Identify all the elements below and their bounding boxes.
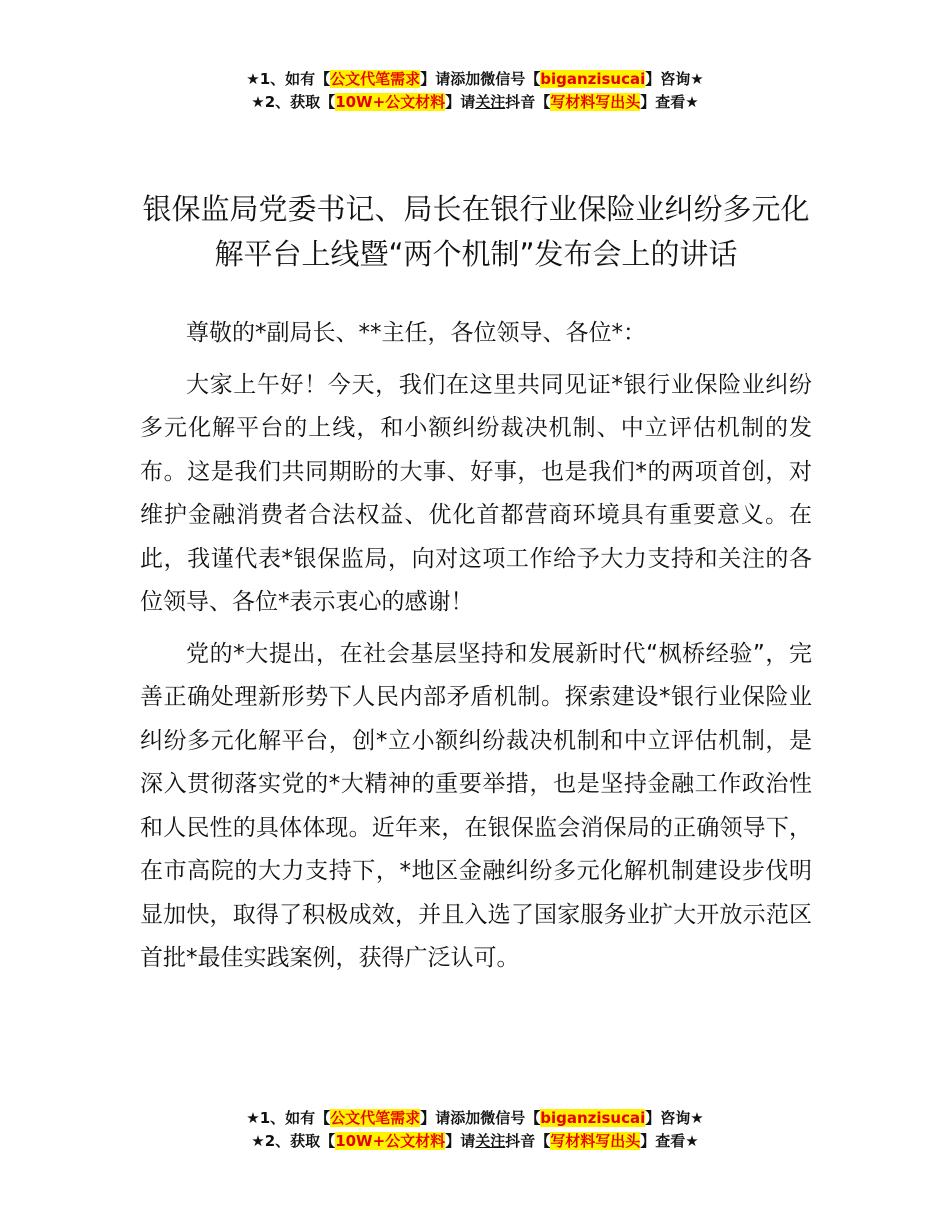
header-ad-line-1 bbox=[0, 68, 950, 91]
footer-ad-text: 抖音【 bbox=[505, 1132, 551, 1150]
header-ad-text: ★1、如有【 bbox=[246, 70, 331, 88]
highlight-materials: 10W+公文材料 bbox=[335, 93, 446, 111]
highlight-douyin-account: 写材料写出头 bbox=[550, 93, 641, 111]
header-ad-text: 】请添加微信号【 bbox=[420, 70, 541, 88]
highlight-materials: 10W+公文材料 bbox=[335, 1132, 446, 1150]
footer-ad-line-1 bbox=[0, 1107, 950, 1130]
document-title: 银保监局党委书记、局长在银行业保险业纠纷多元化解平台上线暨“两个机制”发布会上的讲话 bbox=[142, 192, 810, 272]
header-ad-text: ★2、获取【 bbox=[251, 93, 336, 111]
header-ad-text: 】咨询★ bbox=[645, 70, 704, 88]
footer-ad-text: 】请添加微信号【 bbox=[420, 1109, 541, 1127]
underlined-follow: 关注 bbox=[475, 1132, 506, 1150]
highlight-douyin-account: 写材料写出头 bbox=[550, 1132, 641, 1150]
footer-ad bbox=[0, 1107, 950, 1153]
highlight-wechat-id: biganzisucai bbox=[540, 70, 646, 88]
header-ad-text: 抖音【 bbox=[505, 93, 551, 111]
footer-ad-text: ★1、如有【 bbox=[246, 1109, 331, 1127]
highlight-ghostwriting: 公文代笔需求 bbox=[330, 70, 421, 88]
highlight-wechat-id: biganzisucai bbox=[540, 1109, 646, 1127]
underlined-follow: 关注 bbox=[475, 93, 506, 111]
footer-ad-text: ★2、获取【 bbox=[251, 1132, 336, 1150]
paragraph-salutation: 尊敬的*副局长、**主任，各位领导、各位*： bbox=[186, 320, 646, 346]
header-ad-line-2 bbox=[0, 91, 950, 114]
paragraph: 大家上午好！今天，我们在这里共同见证*银行业保险业纠纷多元化解平台的上线，和小额纠纷裁决机制、中立评估机制的发布。这是我们共同期盼的大事、好事，也是我们*的两项首创，对维护金融消费者合法权益、优化首都营商环境具有重要意义。在此，我谨代表*银保监局，向对这项工作给予大力支持和关注的各位领导、各位*表示衷心的感谢！ bbox=[140, 371, 812, 615]
footer-ad-text: 】请 bbox=[445, 1132, 476, 1150]
footer-ad-line-2 bbox=[0, 1130, 950, 1153]
footer-ad-text: 】咨询★ bbox=[645, 1109, 704, 1127]
highlight-ghostwriting: 公文代笔需求 bbox=[330, 1109, 421, 1127]
footer-ad-text: 】查看★ bbox=[640, 1132, 699, 1150]
header-ad-text: 】请 bbox=[445, 93, 476, 111]
header-ad-text: 】查看★ bbox=[640, 93, 699, 111]
document-body bbox=[140, 312, 812, 989]
header-ad bbox=[0, 68, 950, 114]
paragraph: 党的*大提出，在社会基层坚持和发展新时代“枫桥经验”，完善正确处理新形势下人民内部矛盾机制。探索建设*银行业保险业纠纷多元化解平台，创*立小额纠纷裁决机制和中立评估机制，是深入贯彻落实党的*大精神的重要举措，也是坚持金融工作政治性和人民性的具体体现。近年来，在银保监会消保局的正确领导下，在市高院的大力支持下，*地区金融纠纷多元化解机制建设步伐明显加快，取得了积极成效，并且入选了国家服务业扩大开放示范区首批*最佳实践案例，获得广泛认可。 bbox=[140, 640, 812, 971]
